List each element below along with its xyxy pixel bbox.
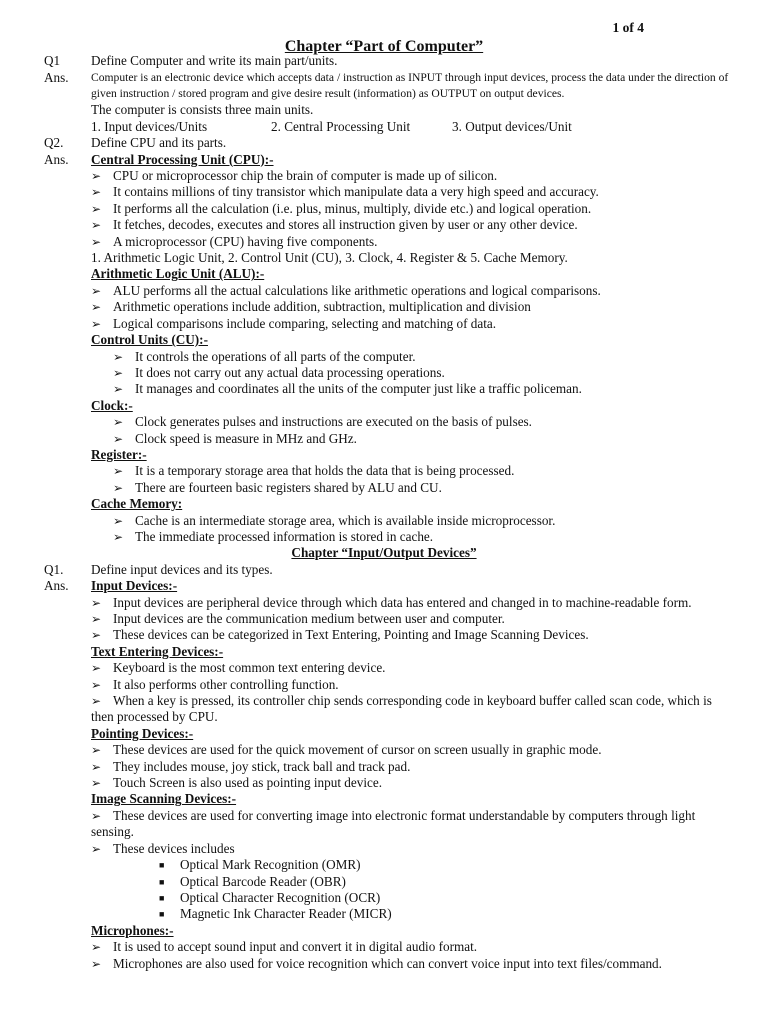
list-item: ➢ It fetches, decodes, executes and stores all instruction given by user or any other device. <box>91 217 578 233</box>
list-item: ➢ They includes mouse, joy stick, track ball and track pad. <box>91 758 411 774</box>
sub-list-item: ■ Magnetic Ink Character Reader (MICR) <box>159 906 392 922</box>
section-heading-cache: Cache Memory: <box>91 496 183 512</box>
list-item: ➢ Cache is an intermediate storage area, which is available inside microprocessor. <box>113 512 556 528</box>
sub-list-item: ■ Optical Character Recognition (OCR) <box>159 889 381 905</box>
section-heading-register: Register:- <box>91 446 147 462</box>
list-item: ➢ There are fourteen basic registers shared by ALU and CU. <box>113 479 442 495</box>
list-item: ➢ It is used to accept sound input and convert it in digital audio format. <box>91 939 478 955</box>
list-item: ➢ Clock speed is measure in MHz and GHz. <box>113 430 357 446</box>
list-item: ➢ A microprocessor (CPU) having five components. <box>91 233 378 249</box>
section-heading-microphones: Microphones:- <box>91 922 174 938</box>
arrowhead-bullet-icon: ➢ <box>91 612 102 626</box>
list-item: ➢ These devices are used for the quick movement of cursor on screen usually in graphic mode. <box>91 742 602 758</box>
list-item: ➢ It also performs other controlling function. <box>91 676 339 692</box>
page-number: 1 of 4 <box>612 20 644 35</box>
section-heading-text-entering: Text Entering Devices:- <box>91 643 224 659</box>
arrowhead-bullet-icon: ➢ <box>91 316 102 331</box>
arrowhead-bullet-icon: ➢ <box>91 661 102 676</box>
answer-label: Ans. <box>44 578 69 594</box>
section-heading-alu: Arithmetic Logic Unit (ALU):- <box>91 266 265 282</box>
question-label: Q1. <box>44 561 64 577</box>
arrowhead-bullet-icon: ➢ <box>91 841 102 856</box>
list-item: ➢ Clock generates pulses and instructions are executed on the basis of pulses. <box>113 414 532 430</box>
list-item: ➢ These devices includes <box>91 840 235 856</box>
list-item: ➢ CPU or microprocessor chip the brain of computer is made up of silicon. <box>91 168 498 184</box>
list-item: ➢ The immediate processed information is stored in cache. <box>113 528 434 544</box>
arrowhead-bullet-icon: ➢ <box>113 349 124 364</box>
arrowhead-bullet-icon: ➢ <box>91 300 102 315</box>
arrowhead-bullet-icon: ➢ <box>91 169 102 184</box>
arrowhead-bullet-icon: ➢ <box>113 365 124 380</box>
sub-list-item: ■ Optical Barcode Reader (OBR) <box>159 873 346 889</box>
list-item: ➢ When a key is pressed, its controller chip sends corresponding code in keyboard buffer called scan code, which is then processed by CPU. <box>91 693 712 725</box>
arrowhead-bullet-icon: ➢ <box>91 808 102 823</box>
question-text: Define Computer and write its main part/units. <box>91 53 338 68</box>
section-heading-pointing: Pointing Devices:- <box>91 725 194 741</box>
list-item: ➢ Input devices are peripheral device through which data has entered and changed in to machine-readable form. <box>91 594 692 610</box>
arrowhead-bullet-icon: ➢ <box>91 185 102 200</box>
list-item: ➢ Logical comparisons include comparing, selecting and matching of data. <box>91 315 497 331</box>
answer-row <box>44 578 734 594</box>
answer-label: Ans. <box>44 70 69 86</box>
arrowhead-bullet-icon: ➢ <box>91 940 102 955</box>
square-bullet-icon: ■ <box>159 876 165 887</box>
arrowhead-bullet-icon: ➢ <box>91 759 102 774</box>
square-bullet-icon: ■ <box>159 892 165 903</box>
list-item: ➢ It performs all the calculation (i.e. plus, minus, multiply, divide etc.) and logical operation. <box>91 200 592 216</box>
components-line: 1. Arithmetic Logic Unit, 2. Control Unit (CU), 3. Clock, 4. Register & 5. Cache Memory. <box>91 250 568 266</box>
section-heading-cu: Control Units (CU):- <box>91 332 208 348</box>
list-item: ➢ These devices can be categorized in Text Entering, Pointing and Image Scanning Devices. <box>91 627 589 643</box>
section-heading-clock: Clock:- <box>91 397 133 413</box>
list-item: ➢ It does not carry out any actual data processing operations. <box>113 364 445 380</box>
unit-item: 3. Output devices/Unit <box>452 118 572 134</box>
unit-item: 1. Input devices/Units <box>91 118 208 134</box>
question-label: Q2. <box>44 135 64 151</box>
answer-label: Ans. <box>44 151 69 167</box>
unit-item: 2. Central Processing Unit <box>271 118 411 134</box>
square-bullet-icon: ■ <box>159 909 165 920</box>
answer-text: Computer is an electronic device which accepts data / instruction as INPUT through input devices, process the data under the direction of given instruction / stored program and give desire result (information) as OUTPUT on output devices. <box>91 71 729 101</box>
arrowhead-bullet-icon: ➢ <box>91 628 102 643</box>
list-item: ➢ It contains millions of tiny transistor which manipulate data a very high speed and accuracy. <box>91 184 599 200</box>
arrowhead-bullet-icon: ➢ <box>91 283 102 298</box>
arrowhead-bullet-icon: ➢ <box>91 595 102 610</box>
arrowhead-bullet-icon: ➢ <box>91 956 102 971</box>
chapter-title: Chapter “Part of Computer” <box>284 38 484 55</box>
question-row <box>44 562 734 578</box>
list-item: ➢ Microphones are also used for voice recognition which can convert voice input into text files/command. <box>91 955 662 971</box>
list-item: ➢ It controls the operations of all parts of the computer. <box>113 348 416 364</box>
paragraph: The computer is consists three main units. <box>91 102 314 118</box>
units-list <box>44 119 734 135</box>
arrowhead-bullet-icon: ➢ <box>91 743 102 758</box>
arrowhead-bullet-icon: ➢ <box>91 677 102 692</box>
arrowhead-bullet-icon: ➢ <box>113 382 124 397</box>
list-item: ➢ ALU performs all the actual calculations like arithmetic operations and logical comparisons. <box>91 282 601 298</box>
arrowhead-bullet-icon: ➢ <box>91 218 102 233</box>
section-heading-image-scanning: Image Scanning Devices:- <box>91 791 237 807</box>
input-section <box>44 595 734 972</box>
question-text: Define CPU and its parts. <box>91 135 227 151</box>
question-row <box>44 135 734 151</box>
arrowhead-bullet-icon: ➢ <box>113 529 124 544</box>
arrowhead-bullet-icon: ➢ <box>113 480 124 495</box>
list-item: ➢ Touch Screen is also used as pointing input device. <box>91 775 382 791</box>
list-item: ➢ Keyboard is the most common text entering device. <box>91 660 386 676</box>
document-body <box>44 53 734 972</box>
arrowhead-bullet-icon: ➢ <box>113 513 124 528</box>
square-bullet-icon: ■ <box>159 860 165 871</box>
sub-list-item: ■ Optical Mark Recognition (OMR) <box>159 857 361 873</box>
question-label: Q1 <box>44 53 61 68</box>
list-item: ➢ Arithmetic operations include addition, subtraction, multiplication and division <box>91 299 531 315</box>
arrowhead-bullet-icon: ➢ <box>91 234 102 249</box>
arrowhead-bullet-icon: ➢ <box>91 776 102 791</box>
list-item: ➢ These devices are used for converting image into electronic format understandable by computers through light sensing. <box>91 807 696 840</box>
cpu-points <box>44 168 734 545</box>
arrowhead-bullet-icon: ➢ <box>91 694 102 709</box>
list-item: ➢ It manages and coordinates all the units of the computer just like a traffic policeman. <box>113 381 582 397</box>
list-item: ➢ It is a temporary storage area that holds the data that is being processed. <box>113 463 515 479</box>
chapter-title-2: Chapter “Input/Output Devices” <box>291 545 477 561</box>
arrowhead-bullet-icon: ➢ <box>113 415 124 430</box>
arrowhead-bullet-icon: ➢ <box>91 201 102 216</box>
section-heading-input: Input Devices:- <box>91 578 178 594</box>
arrowhead-bullet-icon: ➢ <box>113 431 124 446</box>
answer-row <box>44 152 734 168</box>
list-item: ➢ Input devices are the communication medium between user and computer. <box>91 611 505 626</box>
answer-row <box>44 70 734 102</box>
question-row <box>44 53 734 69</box>
section-heading-cpu: Central Processing Unit (CPU):- <box>91 151 274 167</box>
arrowhead-bullet-icon: ➢ <box>113 464 124 479</box>
question-text: Define input devices and its types. <box>91 561 273 577</box>
